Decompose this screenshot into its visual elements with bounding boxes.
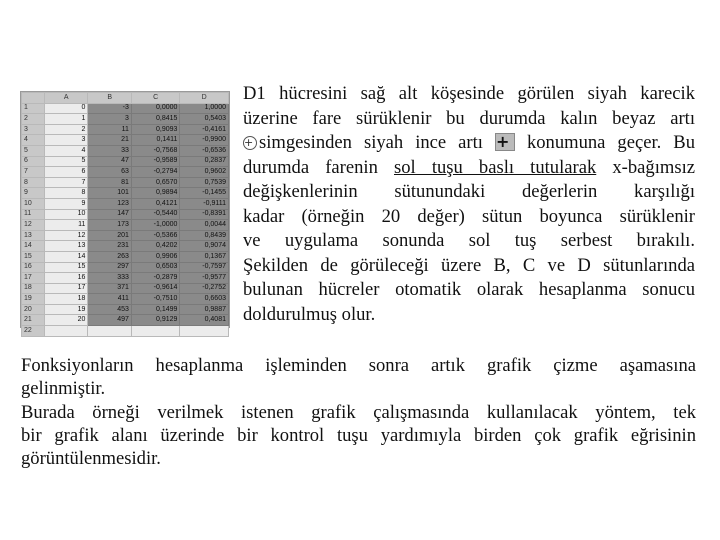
cell-d: 0,5403 — [180, 114, 229, 125]
cell-d: 0,4081 — [180, 315, 229, 326]
row-number-cell: 10 — [22, 198, 45, 209]
cell-c: 0,8415 — [131, 114, 180, 125]
side-line: bulunan hücreler otomatik olarak hesaplanma sonucu — [243, 279, 695, 300]
side-line: kadar (örneğin 20 değer) sütun boyunca sürüklenir — [243, 205, 695, 227]
side-line: doldurulmuş olur. — [243, 303, 376, 325]
side-paragraph — [243, 82, 695, 327]
spreadsheet-row — [22, 156, 229, 167]
cell-c: -0,2794 — [131, 167, 180, 178]
cell-c: -0,5440 — [131, 209, 180, 220]
cell-d: -0,7597 — [180, 262, 229, 273]
row-number-cell: 5 — [22, 145, 45, 156]
cell-d: 1,0000 — [180, 103, 229, 114]
paragraph-line: gelinmiştir. — [21, 378, 106, 399]
spreadsheet-row — [22, 315, 229, 326]
corner-cell — [22, 93, 45, 104]
cell-d: -0,8391 — [180, 209, 229, 220]
paragraph-method — [21, 401, 696, 470]
cell-a: 4 — [45, 145, 88, 156]
underlined-phrase: sol tuşu baslı tutularak — [394, 156, 597, 178]
cell-b: 201 — [88, 230, 131, 241]
paragraph-line: Burada örneği verilmek istenen grafik çalışmasında kullanılacak yöntem, tek — [21, 402, 696, 423]
spreadsheet-row — [22, 167, 229, 178]
cell-c: 0,9906 — [131, 251, 180, 262]
cell-b: 3 — [88, 114, 131, 125]
row-number-cell: 2 — [22, 114, 45, 125]
cell-b: 147 — [88, 209, 131, 220]
spreadsheet-row — [22, 262, 229, 273]
cell-a: 10 — [45, 209, 88, 220]
spreadsheet-row — [22, 294, 229, 305]
cell-c: 0,1499 — [131, 304, 180, 315]
spreadsheet-row — [22, 220, 229, 231]
cell-d: -0,2752 — [180, 283, 229, 294]
spreadsheet-body — [22, 103, 229, 336]
cell-a: 19 — [45, 304, 88, 315]
spreadsheet-row — [22, 304, 229, 315]
row-number-cell: 9 — [22, 188, 45, 199]
row-number-cell: 16 — [22, 262, 45, 273]
cell-b: 453 — [88, 304, 131, 315]
side-line: üzerine fare sürüklenir bu durumda kalın beyaz artı — [243, 107, 695, 129]
cell-b: 231 — [88, 241, 131, 252]
row-number-cell: 14 — [22, 241, 45, 252]
cell-a: 7 — [45, 177, 88, 188]
cell-b: -3 — [88, 103, 131, 114]
cell-d: 0,9887 — [180, 304, 229, 315]
cell-a: 1 — [45, 114, 88, 125]
cell-a: 3 — [45, 135, 88, 146]
cell-a: 15 — [45, 262, 88, 273]
cell-c: -1,0000 — [131, 220, 180, 231]
cell-c: -0,9589 — [131, 156, 180, 167]
column-header-d: D — [180, 93, 229, 104]
cell-b: 371 — [88, 283, 131, 294]
cell-b: 63 — [88, 167, 131, 178]
spreadsheet-row — [22, 326, 229, 337]
cell-a — [45, 326, 88, 337]
paragraph-line: görüntülenmesidir. — [21, 448, 161, 469]
cell-b: 101 — [88, 188, 131, 199]
cell-d: -0,9900 — [180, 135, 229, 146]
side-line — [243, 156, 695, 181]
spreadsheet-row — [22, 283, 229, 294]
spreadsheet-row — [22, 135, 229, 146]
cell-a: 8 — [45, 188, 88, 199]
cell-b: 497 — [88, 315, 131, 326]
side-line — [243, 131, 695, 156]
cell-c: 0,0000 — [131, 103, 180, 114]
cell-d: 0,7539 — [180, 177, 229, 188]
side-line: değişkenlerinin sütunundaki değerlerin karşılığı — [243, 181, 695, 202]
cell-b: 81 — [88, 177, 131, 188]
cell-a: 5 — [45, 156, 88, 167]
cell-d: -0,9111 — [180, 198, 229, 209]
row-number-cell: 7 — [22, 167, 45, 178]
thin-plus-cursor-icon: + — [495, 133, 515, 151]
cell-c: -0,2879 — [131, 273, 180, 284]
row-number-cell: 18 — [22, 283, 45, 294]
row-number-cell: 11 — [22, 209, 45, 220]
spreadsheet-row — [22, 145, 229, 156]
row-number-cell: 12 — [22, 220, 45, 231]
spreadsheet-table — [21, 92, 229, 337]
row-number-cell: 13 — [22, 230, 45, 241]
side-text-fragment: durumda farenin — [243, 156, 378, 178]
cell-d: 0,0044 — [180, 220, 229, 231]
cell-b: 21 — [88, 135, 131, 146]
cell-d: -0,1455 — [180, 188, 229, 199]
row-number-cell: 6 — [22, 156, 45, 167]
row-number-cell: 15 — [22, 251, 45, 262]
cell-a: 14 — [45, 251, 88, 262]
cell-a: 6 — [45, 167, 88, 178]
cell-a: 20 — [45, 315, 88, 326]
spreadsheet-row — [22, 198, 229, 209]
cell-d: 0,6603 — [180, 294, 229, 305]
side-text-fragment: x-bağımsız — [612, 156, 695, 178]
spreadsheet-row — [22, 177, 229, 188]
column-header-a: A — [45, 93, 88, 104]
row-number-cell: 8 — [22, 177, 45, 188]
cell-b: 11 — [88, 124, 131, 135]
cell-a: 0 — [45, 103, 88, 114]
cell-a: 2 — [45, 124, 88, 135]
cell-b: 47 — [88, 156, 131, 167]
cell-a: 18 — [45, 294, 88, 305]
column-header-b: B — [88, 93, 131, 104]
cell-c: 0,4121 — [131, 198, 180, 209]
cell-a: 9 — [45, 198, 88, 209]
row-number-cell: 1 — [22, 103, 45, 114]
row-number-cell: 4 — [22, 135, 45, 146]
cell-c: 0,9894 — [131, 188, 180, 199]
row-number-cell: 3 — [22, 124, 45, 135]
row-number-cell: 20 — [22, 304, 45, 315]
spreadsheet-row — [22, 188, 229, 199]
cell-a: 11 — [45, 220, 88, 231]
cell-c: 0,4202 — [131, 241, 180, 252]
cell-c: 0,9093 — [131, 124, 180, 135]
cell-a: 13 — [45, 241, 88, 252]
side-line: D1 hücresini sağ alt köşesinde görülen siyah karecik — [243, 83, 695, 104]
cell-d: 0,9602 — [180, 167, 229, 178]
side-text-fragment: konumuna geçer. Bu — [526, 132, 695, 153]
spreadsheet-row — [22, 273, 229, 284]
cell-c: 0,6503 — [131, 262, 180, 273]
spreadsheet-row — [22, 241, 229, 252]
cell-a: 12 — [45, 230, 88, 241]
side-text-fragment: simgesinden siyah ince artı — [259, 132, 483, 153]
column-header-c: C — [131, 93, 180, 104]
cell-b: 263 — [88, 251, 131, 262]
paragraph-line: bir grafik alanı üzerinde bir kontrol tuşu yardımıyla birden çok grafik eğrisinin — [21, 425, 696, 446]
thick-plus-cursor-icon: + — [243, 136, 257, 150]
cell-d: 0,1367 — [180, 251, 229, 262]
cell-b: 173 — [88, 220, 131, 231]
spreadsheet-row — [22, 103, 229, 114]
spreadsheet-row — [22, 124, 229, 135]
cell-d: -0,6536 — [180, 145, 229, 156]
row-number-cell: 19 — [22, 294, 45, 305]
row-number-cell: 17 — [22, 273, 45, 284]
cell-c: -0,7568 — [131, 145, 180, 156]
paragraph-graph-stage — [21, 354, 696, 400]
side-line: ve uygulama sonunda sol tuş serbest bırakılı. — [243, 230, 695, 251]
row-number-cell: 21 — [22, 315, 45, 326]
cell-b: 297 — [88, 262, 131, 273]
cell-c: 0,6570 — [131, 177, 180, 188]
cell-c: 0,1411 — [131, 135, 180, 146]
row-number-cell: 22 — [22, 326, 45, 337]
spreadsheet-row — [22, 114, 229, 125]
cell-b: 123 — [88, 198, 131, 209]
spreadsheet-row — [22, 251, 229, 262]
cell-c: -0,9614 — [131, 283, 180, 294]
cell-d: -0,9577 — [180, 273, 229, 284]
spreadsheet-row — [22, 230, 229, 241]
cell-b: 411 — [88, 294, 131, 305]
spreadsheet-header-row — [22, 93, 229, 104]
cell-c: -0,7510 — [131, 294, 180, 305]
cell-b: 33 — [88, 145, 131, 156]
paragraph-line: Fonksiyonların hesaplanma işleminden sonra artık grafik çizme aşamasına — [21, 355, 696, 376]
side-line: Şekilden de görüleceği üzere B, C ve D sütunlarında — [243, 254, 695, 276]
cell-c — [131, 326, 180, 337]
spreadsheet-row — [22, 209, 229, 220]
cell-d: -0,4161 — [180, 124, 229, 135]
cell-b — [88, 326, 131, 337]
cell-b: 333 — [88, 273, 131, 284]
cell-c: -0,5366 — [131, 230, 180, 241]
cell-d — [180, 326, 229, 337]
cell-d: 0,9074 — [180, 241, 229, 252]
cell-d: 0,2837 — [180, 156, 229, 167]
cell-a: 16 — [45, 273, 88, 284]
cell-a: 17 — [45, 283, 88, 294]
spreadsheet-image — [20, 91, 230, 334]
cell-d: 0,8439 — [180, 230, 229, 241]
cell-c: 0,9129 — [131, 315, 180, 326]
